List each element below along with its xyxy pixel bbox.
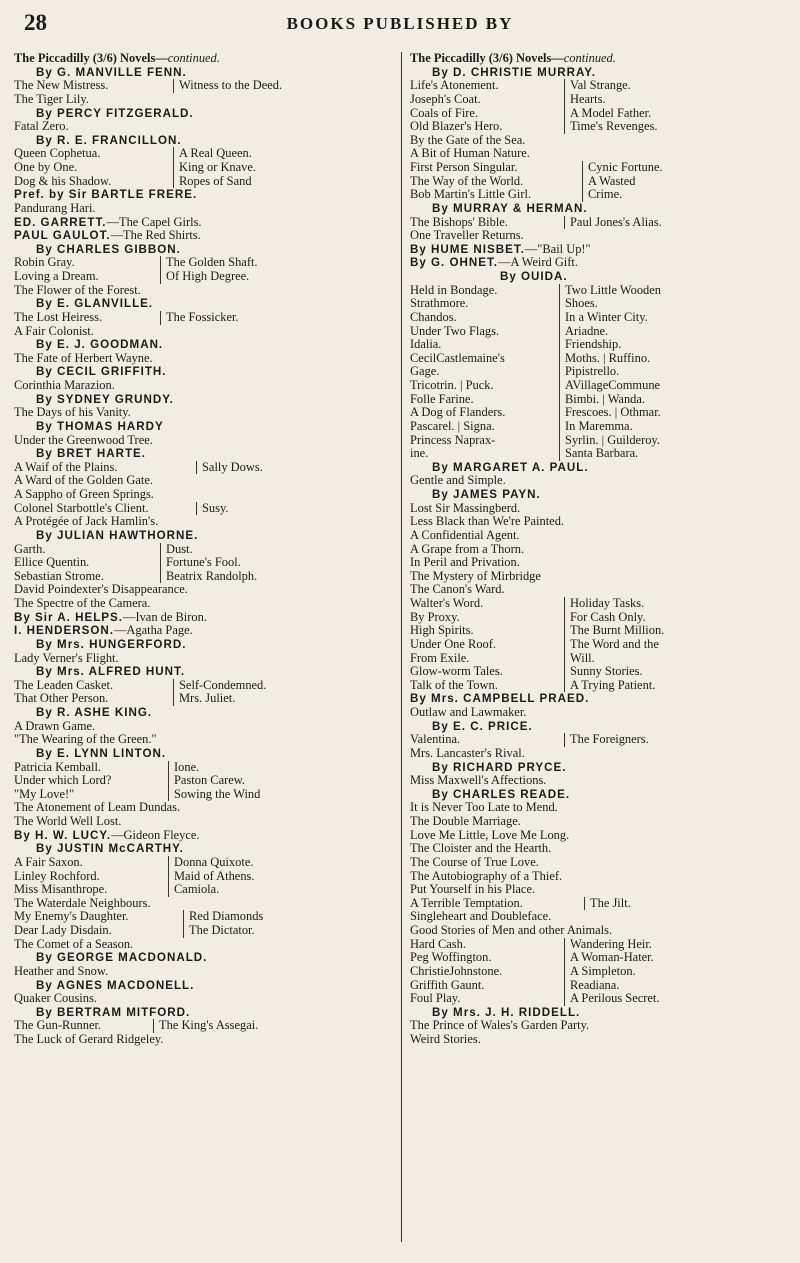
author-heading: By R. E. FRANCILLON. bbox=[36, 133, 182, 147]
book-title: Under the Greenwood Tree. bbox=[14, 433, 153, 447]
book-title: The Autobiography of a Thief. bbox=[410, 869, 563, 883]
title-pair: First Person Singular. Cynic Fortune. bbox=[410, 161, 663, 174]
title-pair: A Terrible Temptation. The Jilt. bbox=[410, 896, 631, 910]
title-pair: ChristieJohnstone. A Simpleton. bbox=[410, 964, 636, 978]
author-heading: By R. ASHE KING. bbox=[36, 706, 153, 719]
author-heading: By AGNES MACDONELL. bbox=[36, 978, 195, 992]
book-title: The Mystery of Mirbridge bbox=[410, 569, 541, 583]
book-title: A Confidential Agent. bbox=[410, 528, 520, 542]
section-heading: The Piccadilly (3/6) Novels—continued. bbox=[410, 52, 616, 65]
book-title: Put Yourself in his Place. bbox=[410, 883, 536, 897]
book-title: Lady Verner's Flight. bbox=[14, 651, 119, 665]
book-title: The Luck of Gerard Ridgeley. bbox=[14, 1033, 164, 1046]
title-pair: Dear Lady Disdain. The Dictator. bbox=[14, 924, 255, 937]
title-pair: Strathmore. Shoes. bbox=[410, 297, 598, 311]
author-title-line: By Sir A. HELPS.—Ivan de Biron. bbox=[14, 610, 207, 624]
title-pair: Griffith Gaunt. Readiana. bbox=[410, 978, 620, 992]
title-pair: The Leaden Casket. Self-Condemned. bbox=[14, 678, 267, 692]
book-title: A Protégée of Jack Hamlin's. bbox=[14, 515, 159, 529]
section-heading: The Piccadilly (3/6) Novels—continued. bbox=[14, 52, 220, 65]
title-pair: Life's Atonement. Val Strange. bbox=[410, 79, 631, 93]
title-pair: Valentina. The Foreigners. bbox=[410, 733, 649, 747]
author-heading: By Mrs. HUNGERFORD. bbox=[36, 637, 187, 651]
author-heading: By RICHARD PRYCE. bbox=[432, 760, 567, 774]
title-pair: The New Mistress. Witness to the Deed. bbox=[14, 79, 283, 93]
right-column bbox=[410, 52, 790, 1047]
author-heading: Pref. by Sir BARTLE FRERE. bbox=[14, 188, 198, 202]
left-column bbox=[14, 52, 396, 1047]
title-pair: Sebastian Strome. Beatrix Randolph. bbox=[14, 569, 258, 583]
title-pair: My Enemy's Daughter. Red Diamonds bbox=[14, 910, 264, 924]
title-pair: Tricotrin. | Puck. AVillageCommune bbox=[410, 379, 661, 392]
book-title: A Drawn Game. bbox=[14, 719, 96, 733]
book-title: "The Wearing of the Green." bbox=[14, 733, 157, 747]
page-title: BOOKS PUBLISHED BY bbox=[286, 14, 514, 33]
title-pair: Loving a Dream. Of High Degree. bbox=[14, 270, 250, 283]
book-title: Pandurang Hari. bbox=[14, 201, 96, 215]
title-pair: Joseph's Coat. Hearts. bbox=[410, 92, 606, 106]
book-title: Weird Stories. bbox=[410, 1033, 481, 1046]
book-title: Outlaw and Lawmaker. bbox=[410, 706, 527, 719]
book-title: The Fate of Herbert Wayne. bbox=[14, 351, 153, 365]
author-heading: By SYDNEY GRUNDY. bbox=[36, 392, 174, 406]
title-pair: The Bishops' Bible. Paul Jones's Alias. bbox=[410, 215, 662, 229]
book-title: A Sappho of Green Springs. bbox=[14, 488, 154, 501]
book-title: The Cloister and the Hearth. bbox=[410, 842, 552, 856]
author-heading: By GEORGE MACDONALD. bbox=[36, 951, 208, 965]
title-pair: Under One Roof. The Word and the bbox=[410, 637, 659, 651]
author-heading: By Mrs. J. H. RIDDELL. bbox=[432, 1005, 581, 1019]
title-pair: Glow-worm Tales. Sunny Stories. bbox=[410, 665, 643, 679]
author-heading: By OUIDA. bbox=[500, 270, 568, 283]
author-heading: By JULIAN HAWTHORNE. bbox=[36, 528, 199, 542]
author-heading: By CHARLES READE. bbox=[432, 787, 571, 801]
author-heading: By CHARLES GIBBON. bbox=[36, 242, 181, 256]
title-pair: Chandos. In a Winter City. bbox=[410, 310, 648, 324]
book-title: The Canon's Ward. bbox=[410, 583, 505, 597]
author-heading: By JAMES PAYN. bbox=[432, 488, 541, 501]
author-heading: By E. LYNN LINTON. bbox=[36, 746, 167, 760]
title-pair: A Fair Saxon. Donna Quixote. bbox=[14, 855, 254, 869]
book-title: Heather and Snow. bbox=[14, 964, 109, 978]
book-title: By the Gate of the Sea. bbox=[410, 133, 526, 147]
author-heading: By E. C. PRICE. bbox=[432, 719, 533, 733]
title-pair: Robin Gray. The Golden Shaft. bbox=[14, 256, 258, 270]
author-heading: By E. J. GOODMAN. bbox=[36, 338, 164, 352]
title-pair: Gage. Pipistrello. bbox=[410, 365, 620, 379]
author-title-line: By HUME NISBET.—"Bail Up!" bbox=[410, 242, 591, 256]
book-title: The Double Marriage. bbox=[410, 815, 521, 828]
book-title: A Grape from a Thorn. bbox=[410, 542, 525, 556]
book-title: The Tiger Lily. bbox=[14, 92, 89, 106]
book-title: The Comet of a Season. bbox=[14, 937, 134, 951]
author-heading: By G. MANVILLE FENN. bbox=[36, 65, 187, 79]
author-heading: By THOMAS HARDY bbox=[36, 419, 164, 433]
author-heading: By Mrs. CAMPBELL PRAED. bbox=[410, 692, 590, 706]
author-title-line: By H. W. LUCY.—Gideon Fleyce. bbox=[14, 828, 200, 842]
author-heading: By E. GLANVILLE. bbox=[36, 297, 154, 311]
title-pair: Pascarel. | Signa. In Maremma. bbox=[410, 419, 633, 433]
title-pair: Walter's Word. Holiday Tasks. bbox=[410, 597, 645, 610]
title-pair: "My Love!" Sowing the Wind bbox=[14, 787, 261, 801]
title-pair: Under which Lord? Paston Carew. bbox=[14, 774, 246, 788]
title-pair: A Dog of Flanders. Frescoes. | Othmar. bbox=[410, 406, 661, 420]
book-title: Lost Sir Massingberd. bbox=[410, 501, 521, 515]
book-title: Mrs. Lancaster's Rival. bbox=[410, 746, 525, 760]
author-heading: By PERCY FITZGERALD. bbox=[36, 106, 194, 120]
title-pair: The Gun-Runner. The King's Assegai. bbox=[14, 1019, 259, 1033]
book-title: Singleheart and Doubleface. bbox=[410, 910, 552, 924]
title-pair: Patricia Kemball. Ione. bbox=[14, 760, 200, 774]
title-pair: Dog & his Shadow. Ropes of Sand bbox=[14, 174, 252, 188]
title-pair: The Lost Heiress. The Fossicker. bbox=[14, 310, 239, 324]
title-pair: Under Two Flags. Ariadne. bbox=[410, 324, 609, 338]
column-divider bbox=[401, 52, 402, 1242]
author-title-line: ED. GARRETT.—The Capel Girls. bbox=[14, 215, 202, 229]
book-title: A Ward of the Golden Gate. bbox=[14, 474, 153, 488]
book-title: The Course of True Love. bbox=[410, 855, 539, 869]
author-heading: By BERTRAM MITFORD. bbox=[36, 1005, 191, 1019]
book-title: The Spectre of the Camera. bbox=[14, 597, 151, 610]
title-pair: One by One. King or Knave. bbox=[14, 161, 257, 174]
title-pair: The Way of the World. A Wasted bbox=[410, 174, 636, 188]
author-heading: By BRET HARTE. bbox=[36, 447, 146, 461]
book-title: Good Stories of Men and other Animals. bbox=[410, 924, 613, 937]
title-pair: Ellice Quentin. Fortune's Fool. bbox=[14, 556, 241, 570]
book-title: Miss Maxwell's Affections. bbox=[410, 774, 547, 788]
title-pair: Bob Martin's Little Girl. Crime. bbox=[410, 188, 623, 202]
author-heading: By JUSTIN McCARTHY. bbox=[36, 842, 184, 856]
book-title: One Traveller Returns. bbox=[410, 229, 524, 243]
title-pair: Princess Naprax- Syrlin. | Guilderoy. bbox=[410, 433, 660, 447]
title-pair: Garth. Dust. bbox=[14, 542, 193, 556]
book-title: It is Never Too Late to Mend. bbox=[410, 801, 558, 815]
title-pair: Hard Cash. Wandering Heir. bbox=[410, 937, 652, 951]
author-title-line: PAUL GAULOT.—The Red Shirts. bbox=[14, 229, 201, 243]
title-pair: Foul Play. A Perilous Secret. bbox=[410, 992, 660, 1006]
title-pair: Held in Bondage. Two Little Wooden bbox=[410, 283, 661, 297]
author-heading: By MURRAY & HERMAN. bbox=[432, 201, 588, 215]
title-pair: A Waif of the Plains. Sally Dows. bbox=[14, 460, 263, 474]
title-pair: Old Blazer's Hero. Time's Revenges. bbox=[410, 120, 658, 134]
book-title: A Fair Colonist. bbox=[14, 324, 94, 338]
book-title: The Prince of Wales's Garden Party. bbox=[410, 1019, 590, 1033]
book-title: The World Well Lost. bbox=[14, 815, 122, 828]
book-title: The Atonement of Leam Dundas. bbox=[14, 801, 181, 815]
title-pair: From Exile. Will. bbox=[410, 651, 595, 665]
title-pair: Coals of Fire. A Model Father. bbox=[410, 106, 652, 120]
title-pair: ine. Santa Barbara. bbox=[410, 447, 639, 461]
book-title: Quaker Cousins. bbox=[14, 992, 97, 1006]
author-heading: By MARGARET A. PAUL. bbox=[432, 460, 589, 474]
book-title: A Bit of Human Nature. bbox=[410, 147, 530, 161]
author-heading: By D. CHRISTIE MURRAY. bbox=[432, 65, 596, 79]
book-title: The Waterdale Neighbours. bbox=[14, 896, 151, 910]
title-pair: Miss Misanthrope. Camiola. bbox=[14, 883, 220, 897]
title-pair: By Proxy. For Cash Only. bbox=[410, 610, 646, 624]
book-title: Corinthia Marazion. bbox=[14, 379, 115, 392]
title-pair: That Other Person. Mrs. Juliet. bbox=[14, 692, 236, 706]
book-title: David Poindexter's Disappearance. bbox=[14, 583, 188, 597]
author-title-line: I. HENDERSON.—Agatha Page. bbox=[14, 624, 193, 638]
title-pair: High Spirits. The Burnt Million. bbox=[410, 624, 665, 638]
title-pair: Folle Farine. Bimbi. | Wanda. bbox=[410, 392, 646, 406]
page-header bbox=[14, 10, 786, 40]
title-pair: Peg Woffington. A Woman-Hater. bbox=[410, 951, 654, 965]
author-heading: By CECIL GRIFFITH. bbox=[36, 365, 167, 379]
book-title: Love Me Little, Love Me Long. bbox=[410, 828, 570, 842]
title-pair: Queen Cophetua. A Real Queen. bbox=[14, 147, 252, 161]
author-heading: By Mrs. ALFRED HUNT. bbox=[36, 665, 186, 679]
book-title: The Days of his Vanity. bbox=[14, 406, 131, 420]
page-number: 28 bbox=[24, 10, 47, 35]
book-title: Less Black than We're Painted. bbox=[410, 515, 565, 529]
author-title-line: By G. OHNET.—A Weird Gift. bbox=[410, 256, 578, 270]
title-pair: CecilCastlemaine's Moths. | Ruffino. bbox=[410, 351, 651, 365]
title-pair: Talk of the Town. A Trying Patient. bbox=[410, 678, 656, 692]
title-pair: Idalia. Friendship. bbox=[410, 338, 622, 352]
book-title: In Peril and Privation. bbox=[410, 556, 520, 570]
book-title: Fatal Zero. bbox=[14, 120, 69, 134]
title-pair: Colonel Starbottle's Client. Susy. bbox=[14, 501, 229, 515]
book-title: The Flower of the Forest. bbox=[14, 283, 141, 297]
book-title: Gentle and Simple. bbox=[410, 474, 506, 488]
title-pair: Linley Rochford. Maid of Athens. bbox=[14, 869, 255, 883]
